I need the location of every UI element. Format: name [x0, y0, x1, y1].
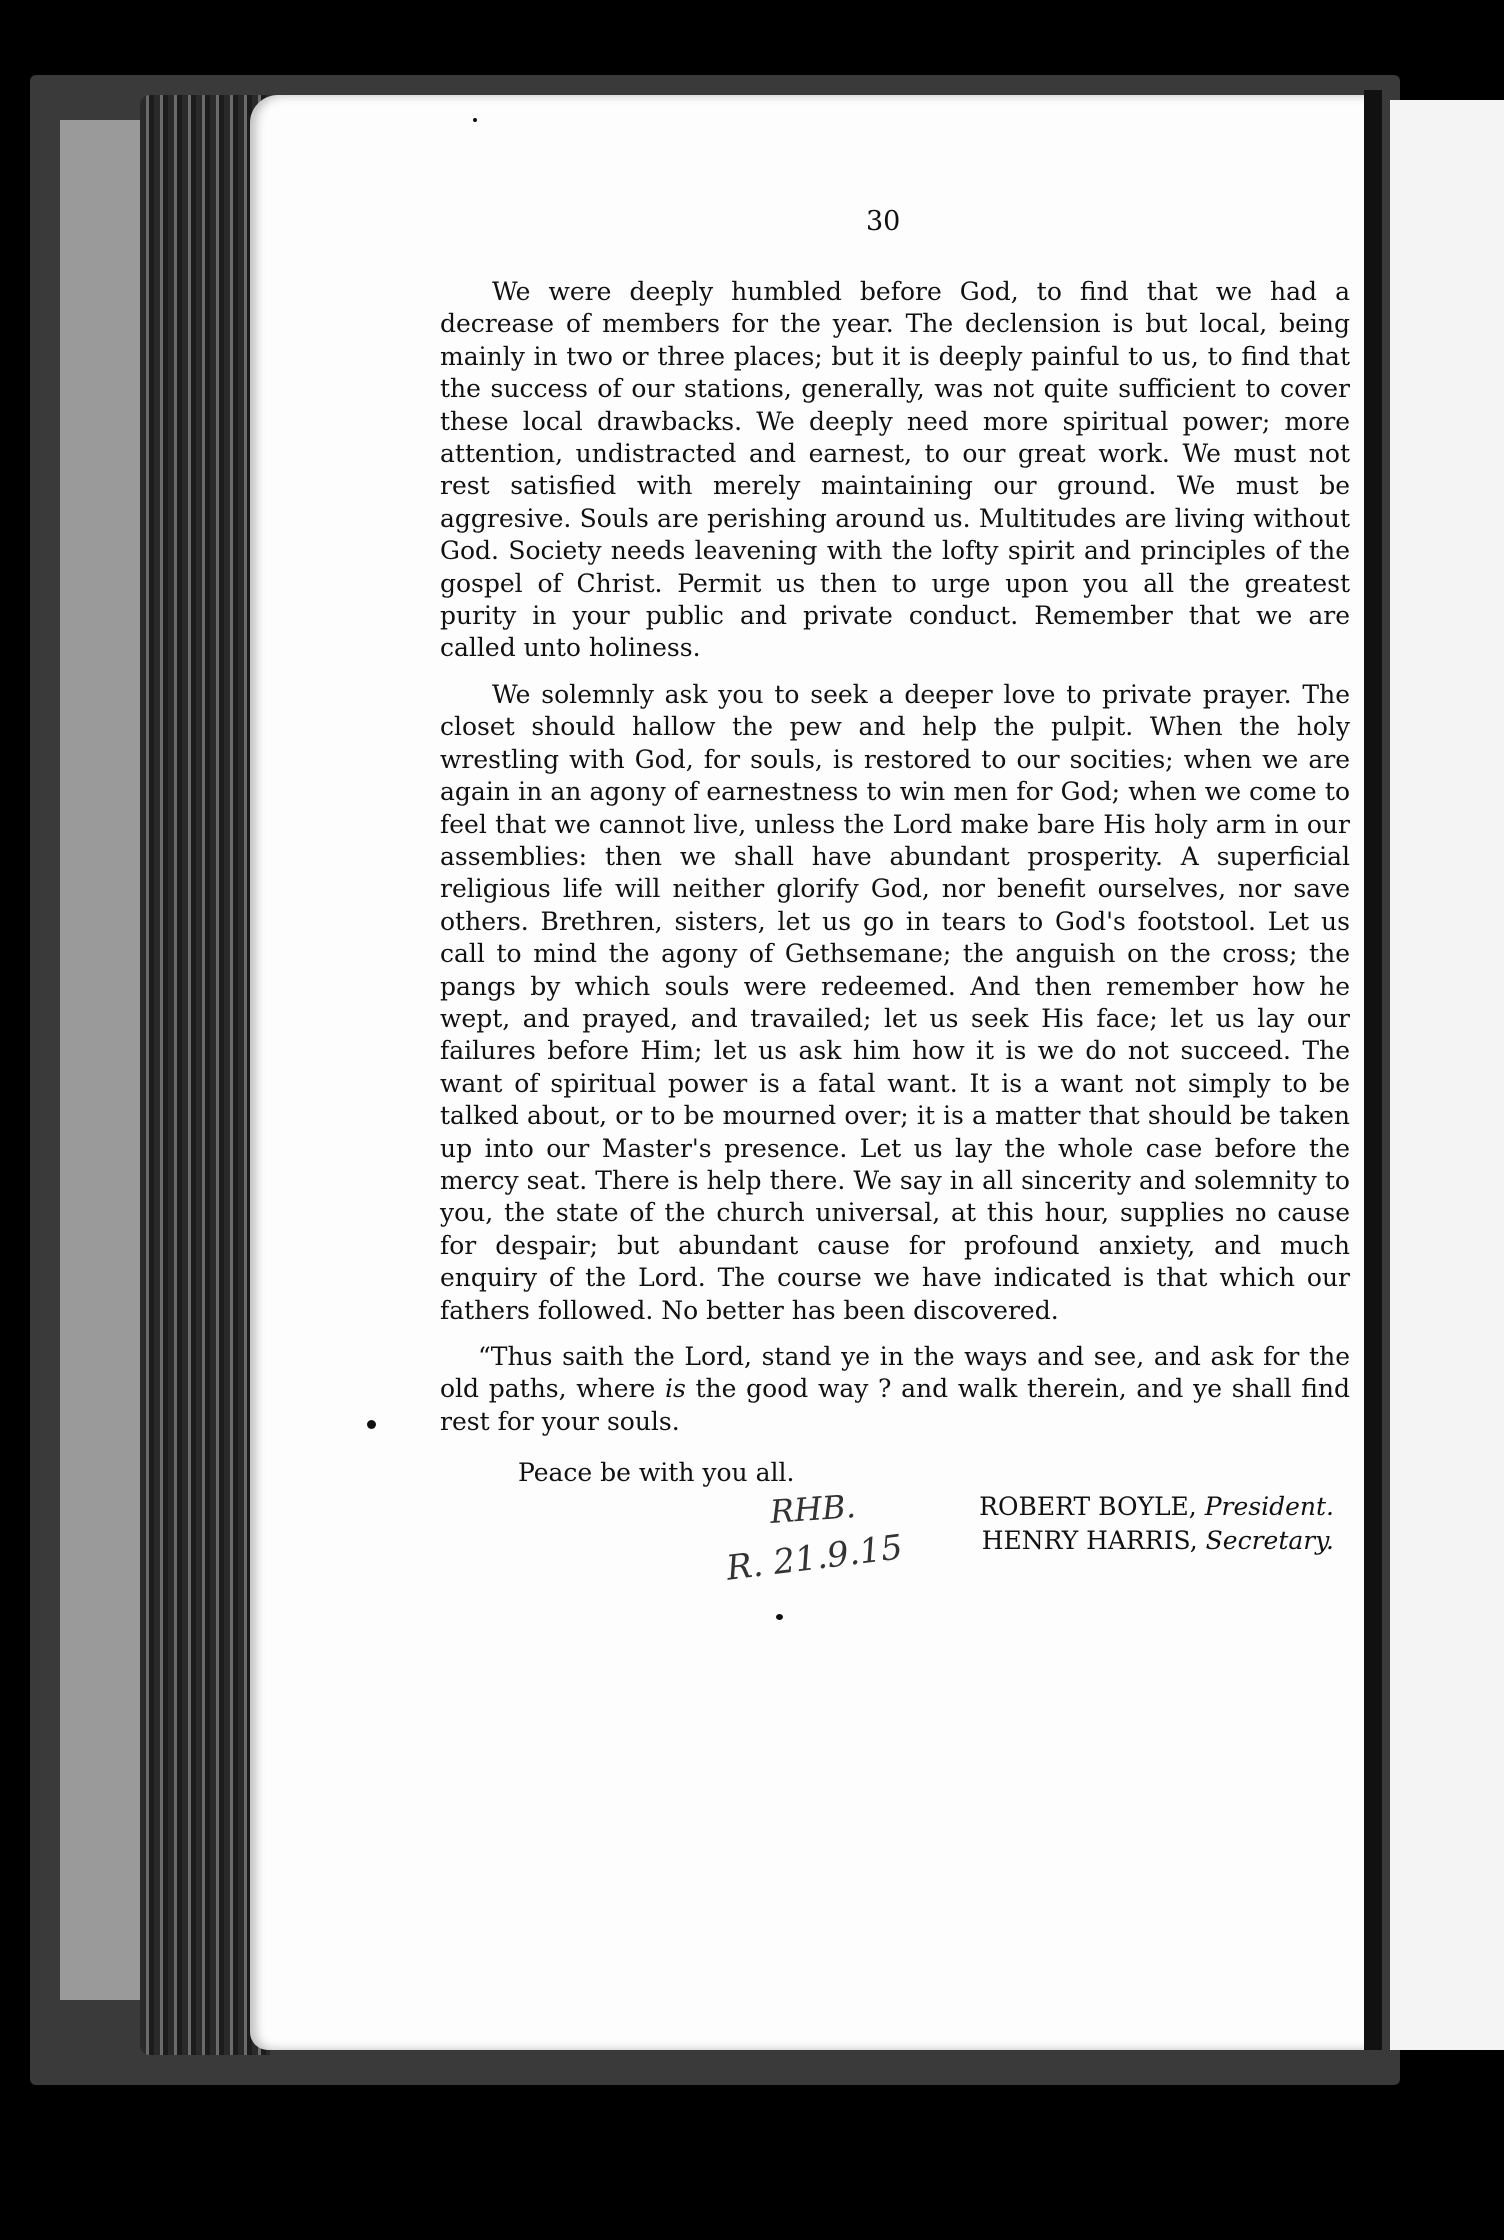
quote-emphasis: is [665, 1374, 686, 1404]
ink-speck [473, 118, 477, 122]
facing-page [1390, 100, 1504, 2050]
signature-secretary [982, 1526, 1334, 1555]
ink-speck [776, 1614, 783, 1620]
handwritten-initials: RHB. [768, 1487, 857, 1531]
paragraph-2: We solemnly ask you to seek a deeper love to private prayer. The closet should hallow the pew and help the pulpit. When the holy wrestling with God, for souls, is restored to our socities; when we are again in an agony of earnestness to win men for God; when we come to feel that we cannot live, unless the Lord make bare His holy arm in our assemblies: then we shall have abundant prosperity. A superficial religious life will neither glorify God, nor benefit ourselves, nor save others. Brethren, sisters, let us go in tears to God's footstool. Let us call to mind the agony of Gethsemane; the anguish on the cross; the pangs by which souls were redeemed. And then remember how he wept, and prayed, and travailed; let us seek His face; let us lay our failures before Him; let us ask him how it is we do not succeed. The want of spiritual power is a fatal want. It is a want not simply to be talked about, or to be mourned over; it is a matter that should be taken up into our Master's presence. Let us lay the whole case before the mercy seat. There is help there. We say in all sincerity and solemnity to you, the state of the church universal, at this hour, supplies no cause for despair; but abundant cause for profound anxiety, and much enquiry of the Lord. The course we have indicated is that which our fathers followed. No better has been discovered. [440, 679, 1350, 1325]
secretary-name: HENRY HARRIS, [981, 1526, 1198, 1555]
ink-blot [367, 1420, 376, 1429]
page-gutter [1364, 90, 1382, 2050]
president-title: President. [1204, 1492, 1334, 1521]
closing-salutation: Peace be with you all. [518, 1458, 795, 1487]
letter-body [440, 276, 1350, 1452]
handwritten-date: R. 21.9.15 [724, 1527, 905, 1589]
signature-president [979, 1492, 1334, 1521]
quote-text-start: “Thus saith the Lord, stand ye in the ways and see, and ask for the old paths, where [440, 1342, 1350, 1404]
secretary-title: Secretary. [1205, 1526, 1334, 1555]
scripture-quote [440, 1341, 1350, 1438]
quote-text-end: the good way ? and walk therein, and ye shall find rest for your souls. [440, 1374, 1350, 1436]
president-name: ROBERT BOYLE, [979, 1492, 1197, 1521]
page-number: 30 [866, 206, 901, 237]
paragraph-1: We were deeply humbled before God, to find that we had a decrease of members for the year. The declension is but local, being mainly in two or three places; but it is deeply painful to us, to find that the success of our stations, generally, was not quite sufficient to cover these local drawbacks. We deeply need more spiritual power; more attention, undistracted and earnest, to our great work. We must not rest satisfied with merely maintaining our ground. We must be aggresive. Souls are perishing around us. Multitudes are living without God. Society needs leavening with the lofty spirit and principles of the gospel of Christ. Permit us then to urge upon you all the greatest purity in your public and private conduct. Remember that we are called unto holiness. [440, 277, 1350, 663]
